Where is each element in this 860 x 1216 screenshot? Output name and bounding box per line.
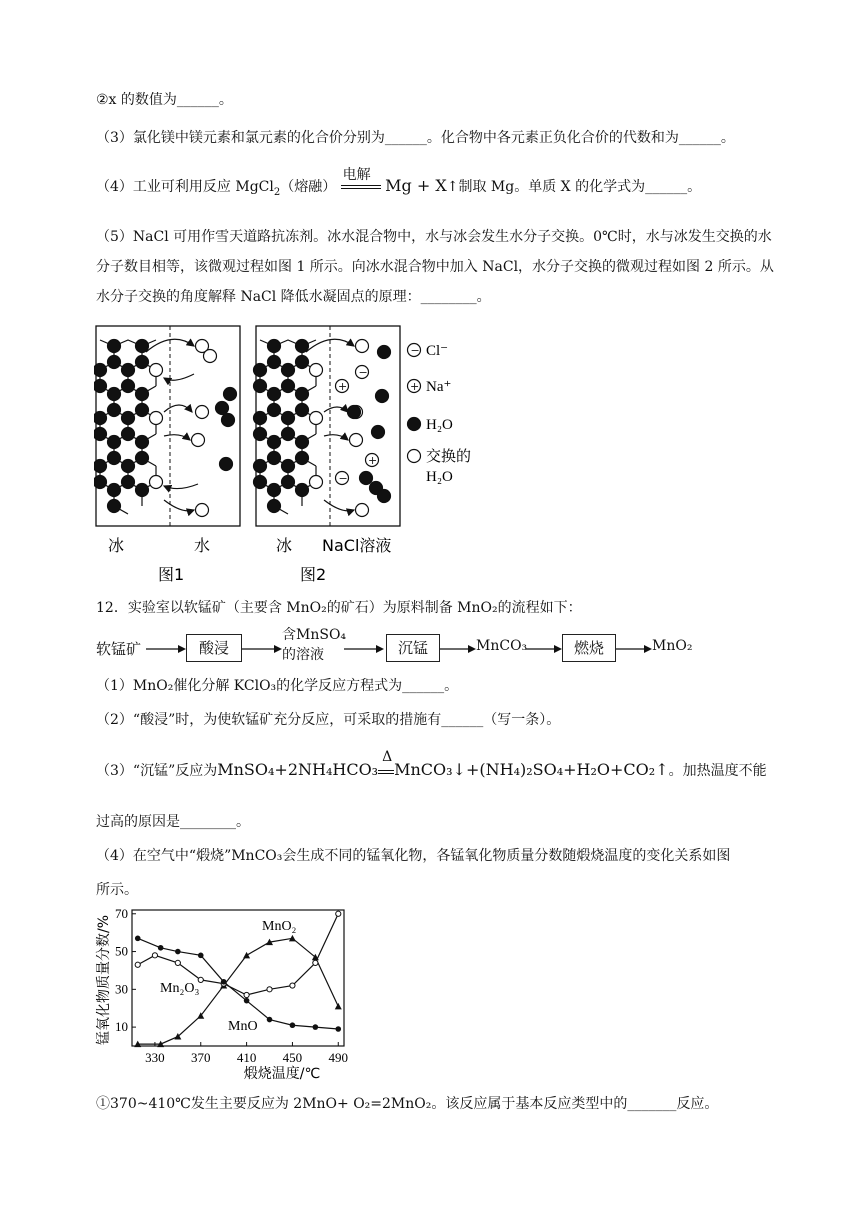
data-point xyxy=(267,1017,273,1023)
q12-3-before: （3）“沉锰”反应为 xyxy=(96,763,218,779)
data-point xyxy=(290,983,295,988)
y-axis-label: 锰氧化物质量分数/% xyxy=(96,914,112,1046)
flow-step-acid-leach: 酸浸 xyxy=(186,634,242,662)
fig1-water-label: 水 xyxy=(194,536,211,555)
flow-step-calcine: 燃烧 xyxy=(562,634,616,662)
data-point xyxy=(313,1024,319,1030)
svg-text:+: + xyxy=(410,380,420,393)
arrow-icon xyxy=(146,644,186,654)
q12-4b: 所示。 xyxy=(96,882,138,898)
q11-4-after: 制取 Mg。单质 X 的化学式为______。 xyxy=(458,179,702,195)
q12-3-after: 。加热温度不能 xyxy=(668,763,767,779)
fig1-caption: 图1 xyxy=(158,565,185,584)
data-point xyxy=(267,987,272,992)
x-tick-label: 490 xyxy=(328,1050,349,1065)
y-tick-label: 30 xyxy=(115,981,128,997)
series-label-mno2: MnO₂ xyxy=(262,919,297,934)
mn-oxide-chart xyxy=(92,904,352,1084)
q11-3: （3）氯化镁中镁元素和氯元素的化合价分别为______。化合物中各元素正负化合价的代数和为______。 xyxy=(96,130,735,146)
gas-arrow-icon: ↑ xyxy=(446,179,459,195)
svg-text:−: − xyxy=(358,366,368,379)
legend-cl: Cl⁻ xyxy=(426,343,449,359)
heating-equals xyxy=(378,749,394,781)
series-label-mno: MnO xyxy=(228,1019,258,1034)
x-tick-label: 370 xyxy=(191,1050,211,1065)
arrow-icon xyxy=(526,644,562,654)
x-tick-label: 450 xyxy=(282,1050,303,1065)
data-point xyxy=(152,953,157,958)
ice-water-exchange-figure xyxy=(94,324,494,586)
flow-mid1a: 含MnSO₄ xyxy=(282,627,347,643)
fig2-nacl-label: NaCl溶液 xyxy=(322,536,392,555)
data-point xyxy=(335,1003,342,1010)
y-tick-label: 70 xyxy=(115,905,128,921)
flow-end: MnO₂ xyxy=(652,638,693,654)
y-tick-label: 10 xyxy=(115,1019,128,1035)
delta-symbol: Δ xyxy=(382,749,393,765)
flow-start: 软锰矿 xyxy=(96,640,142,658)
y-tick-label: 50 xyxy=(115,943,128,959)
data-point xyxy=(135,962,140,967)
q12-4a: （4）在空气中“煅烧”MnCO₃会生成不同的锰氧化物，各锰氧化物质量分数随煅烧温度的变化关系如图 xyxy=(96,848,731,864)
series-label-mn2o3: Mn₂O₃ xyxy=(160,981,200,996)
flow-mid2: MnCO₃ xyxy=(476,638,528,654)
arrow-icon xyxy=(616,644,652,654)
q11-4-before: （4）工业可利用反应 MgCl xyxy=(96,179,274,195)
q12-3 xyxy=(96,749,767,781)
q12-4-1: ①370~410℃发生主要反应为 2MnO+ O₂=2MnO₂。该反应属于基本反应类型中的_______反应。 xyxy=(96,1096,719,1112)
legend-exchanged-1: 交换的 xyxy=(426,447,472,465)
q12-3-left: MnSO₄+2NH₄HCO₃ xyxy=(217,760,379,779)
flow-step-precipitate: 沉锰 xyxy=(386,634,440,662)
process-flow xyxy=(96,626,706,666)
svg-text:−: − xyxy=(338,472,348,485)
data-point xyxy=(243,952,250,959)
data-point xyxy=(289,935,296,942)
q12-3-line2: 过高的原因是________。 xyxy=(96,814,250,830)
x-tick-label: 330 xyxy=(145,1050,165,1065)
fig2-caption: 图2 xyxy=(300,565,327,584)
arrow-icon xyxy=(440,644,476,654)
svg-text:+: + xyxy=(338,380,348,393)
q12-1: （1）MnO₂催化分解 KClO₃的化学反应方程式为______。 xyxy=(96,678,459,694)
x-tick-label: 410 xyxy=(236,1050,257,1065)
q11-4-before2: （熔融） xyxy=(280,179,337,195)
data-point xyxy=(158,945,164,951)
legend-exchanged-2: H₂O xyxy=(426,469,453,485)
fig2-ice-label: 冰 xyxy=(276,536,293,555)
data-point xyxy=(244,998,250,1004)
legend-h2o: H₂O xyxy=(426,417,453,433)
fig1-ice-label: 冰 xyxy=(108,536,125,555)
q12-2: （2）“酸浸”时，为使软锰矿充分反应，可采取的措施有______（写一条）。 xyxy=(96,712,561,728)
q11-4: （4）工业可利用反应 MgCl$_2$（熔融） 电解 Mg + X↑制取 Mg。单质 X 的化学式为______。 xyxy=(96,167,702,198)
electrolysis-label: 电解 xyxy=(342,167,371,183)
q11-4-products: Mg + X xyxy=(385,176,447,195)
arrow-icon xyxy=(344,644,384,654)
q11-2: ②x 的数值为______。 xyxy=(96,92,233,108)
svg-text:−: − xyxy=(410,344,420,357)
x-axis-label: 煅烧温度/℃ xyxy=(243,1066,321,1082)
data-point xyxy=(336,911,341,916)
arrow-icon xyxy=(242,644,282,654)
data-point xyxy=(221,979,227,985)
data-point xyxy=(290,1022,296,1028)
data-point xyxy=(135,936,141,942)
flow-mid1b: 的溶液 xyxy=(282,647,324,663)
q12-intro: 12．实验室以软锰矿（主要含 MnO₂的矿石）为原料制备 MnO₂的流程如下： xyxy=(96,600,582,616)
legend-na: Na⁺ xyxy=(426,379,452,395)
data-point xyxy=(198,953,204,959)
svg-text:+: + xyxy=(368,454,378,467)
data-point xyxy=(175,949,181,955)
data-point xyxy=(175,960,180,965)
data-point xyxy=(313,960,318,965)
electrolysis-equals xyxy=(341,167,381,197)
data-point xyxy=(244,992,249,997)
data-point xyxy=(335,1026,341,1032)
q11-5: （5）NaCl 可用作雪天道路抗冻剂。冰水混合物中，水与冰会发生水分子交换。0℃时，水与冰发生交换的水分子数目相等，该微观过程如图 1 所示。向冰水混合物中加入 NaCl，水分子交换的微观过程如图 2 所示。从水分子交换的角度解释 NaCl 降低水凝固点的原理：________。 xyxy=(96,229,774,305)
q12-3-right: MnCO₃↓+(NH₄)₂SO₄+H₂O+CO₂↑ xyxy=(394,760,669,779)
